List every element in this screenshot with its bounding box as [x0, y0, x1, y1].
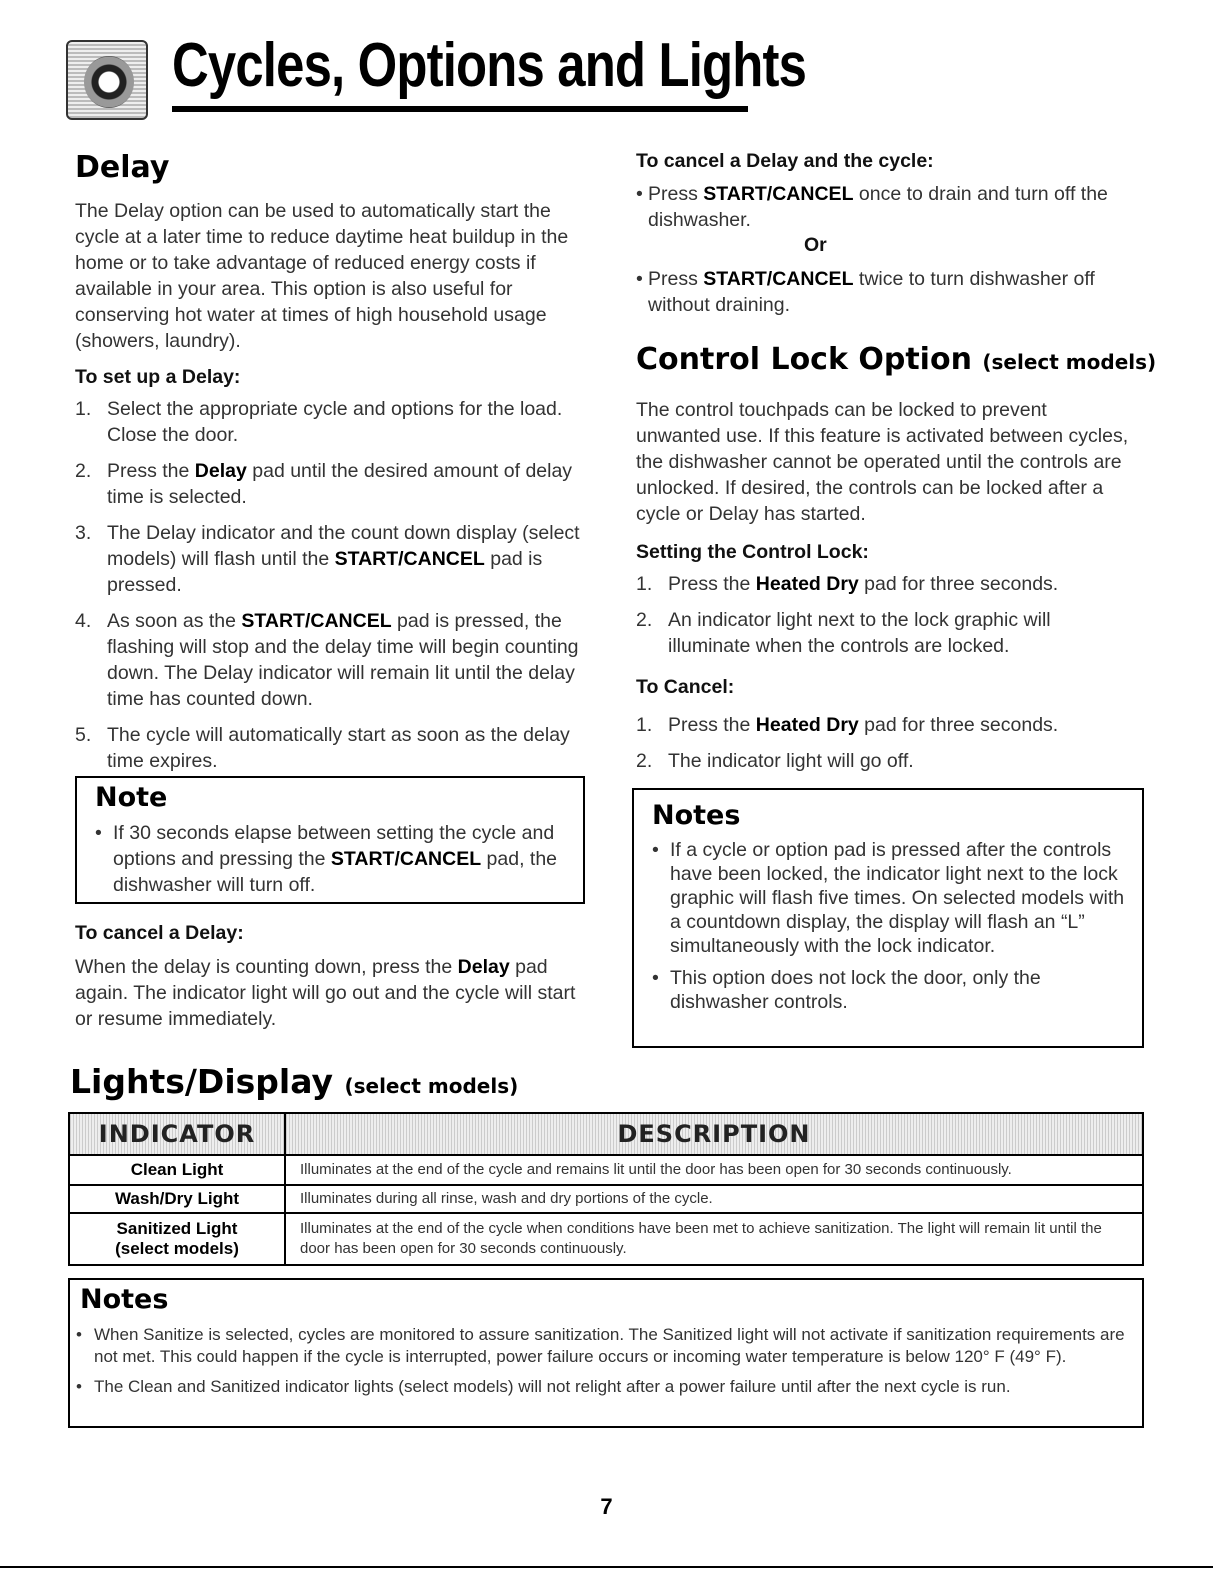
- indicator-cell: Wash/Dry Light: [69, 1185, 285, 1213]
- setting-lock-steps: [636, 571, 1136, 669]
- list-item: 3. The Delay indicator and the count down display (select models) will flash until the START/CANCEL pad is pressed.: [75, 522, 580, 596]
- notes-list: [76, 1324, 1136, 1398]
- page-title: Cycles, Options and Lights: [172, 31, 807, 100]
- cancel-lock-steps: [636, 712, 1136, 784]
- delay-intro: The Delay option can be used to automatically start the cycle at a later time to reduce daytime heat buildup in the home or to take advantage of reduced energy costs if available in your area. This option is also useful for conserving hot water at times of high household usage (showers, laundry).: [75, 200, 569, 352]
- control-lock-heading: Control Lock Option (select models): [636, 342, 1157, 377]
- description-cell: Illuminates at the end of the cycle and remains lit until the door has been open for 30 seconds continuously.: [285, 1155, 1143, 1185]
- setup-delay-steps: [75, 396, 587, 784]
- note-title: Note: [95, 782, 168, 813]
- setup-delay-heading: To set up a Delay:: [75, 366, 241, 388]
- cancel-cycle-bullet-1: • Press START/CANCEL once to drain and turn off the dishwasher.: [636, 183, 1108, 231]
- table-row: [69, 1185, 1143, 1213]
- list-item: 5. The cycle will automatically start as soon as the delay time expires.: [75, 724, 570, 772]
- lights-notes-box: [68, 1278, 1144, 1428]
- list-item: • When Sanitize is selected, cycles are monitored to assure sanitization. The Sanitized light will not activate if sanitization requirements are not met. This could happen if the cycle is interrupted, power failure occurs or incoming water temperature is below 120° F (49° F).: [76, 1325, 1125, 1366]
- lights-display-heading: Lights/Display (select models): [70, 1062, 519, 1101]
- cancel-cycle-heading: To cancel a Delay and the cycle:: [636, 150, 934, 172]
- table-row: [69, 1155, 1143, 1185]
- list-item: 2. Press the Delay pad until the desired amount of delay time is selected.: [75, 460, 573, 508]
- list-item: 1. Press the Heated Dry pad for three seconds.: [636, 714, 1059, 736]
- list-item: 4. As soon as the START/CANCEL pad is pressed, the flashing will stop and the delay time will begin counting down. The Delay indicator will remain lit until the delay time has counted down.: [75, 610, 579, 710]
- notes-title: Notes: [652, 800, 741, 831]
- list-item: 2. The indicator light will go off.: [636, 750, 914, 772]
- list-item: • If a cycle or option pad is pressed after the controls have been locked, the indicator light next to the lock graphic will flash five times. On selected models with a countdown display, the display will flash an “L” simultaneously with the lock indicator.: [652, 839, 1125, 957]
- notes-list: [652, 838, 1136, 1014]
- title-underline: [172, 106, 748, 112]
- cancel-delay-text: When the delay is counting down, press the Delay pad again. The indicator light will go out and the cycle will start or resume immediately.: [75, 956, 576, 1030]
- description-cell: Illuminates at the end of the cycle when conditions have been met to achieve sanitization. The light will remain lit until the door has been open for 30 seconds continuously.: [285, 1213, 1143, 1265]
- column-header-indicator: INDICATOR: [69, 1113, 285, 1155]
- footer-rule: [0, 1566, 1213, 1568]
- to-cancel-heading: To Cancel:: [636, 676, 735, 698]
- list-item: 2. An indicator light next to the lock graphic will illuminate when the controls are locked.: [636, 609, 1051, 657]
- indicator-cell: Sanitized Light (select models): [69, 1213, 285, 1265]
- setting-lock-heading: Setting the Control Lock:: [636, 541, 869, 563]
- list-item: • This option does not lock the door, only the dishwasher controls.: [652, 967, 1041, 1013]
- or-label: Or: [804, 234, 827, 256]
- cancel-delay-heading: To cancel a Delay:: [75, 922, 244, 944]
- column-header-description: DESCRIPTION: [285, 1113, 1143, 1155]
- delay-heading: Delay: [75, 150, 170, 185]
- cancel-cycle-bullet-2: • Press START/CANCEL twice to turn dishwasher off without draining.: [636, 268, 1095, 316]
- note-text: • If 30 seconds elapse between setting the cycle and options and pressing the START/CANCEL pad, the dishwasher will turn off.: [95, 822, 558, 896]
- list-item: • The Clean and Sanitized indicator lights (select models) will not relight after a power failure until after the next cycle is run.: [76, 1377, 1011, 1396]
- table-row: [69, 1213, 1143, 1265]
- table-header-row: [69, 1113, 1143, 1155]
- list-item: 1. Press the Heated Dry pad for three seconds.: [636, 573, 1059, 595]
- list-item: 1. Select the appropriate cycle and options for the load. Close the door.: [75, 398, 563, 446]
- indicator-cell: Clean Light: [69, 1155, 285, 1185]
- control-lock-intro: The control touchpads can be locked to prevent unwanted use. If this feature is activated between cycles, the dishwasher cannot be operated until the controls are unlocked. If desired, the controls can be locked after a cycle or Delay has started.: [636, 399, 1129, 525]
- notes-title: Notes: [80, 1284, 169, 1315]
- page-number: 7: [600, 1494, 613, 1519]
- indicator-table: [68, 1112, 1144, 1266]
- description-cell: Illuminates during all rinse, wash and dry portions of the cycle.: [285, 1185, 1143, 1213]
- control-lock-notes-box: [632, 788, 1144, 1048]
- delay-note-box: [75, 776, 585, 904]
- dishwasher-icon: [66, 40, 148, 120]
